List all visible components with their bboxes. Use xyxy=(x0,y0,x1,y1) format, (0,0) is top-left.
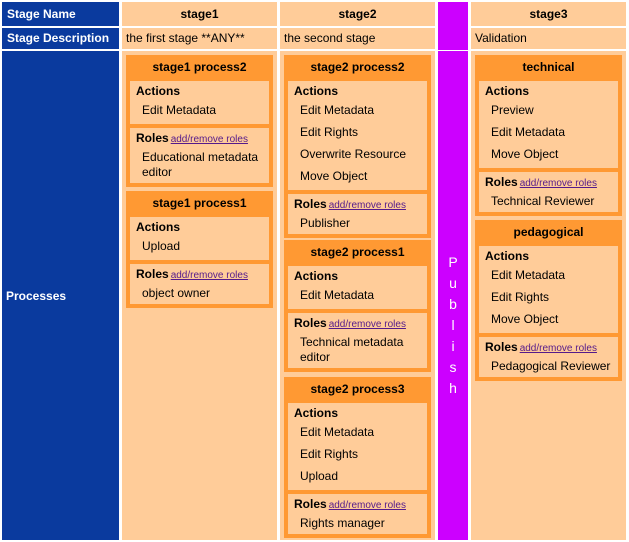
publish-letter: h xyxy=(449,380,457,396)
actions-box xyxy=(288,403,427,490)
publish-letter: b xyxy=(449,296,457,312)
actions-heading: Actions xyxy=(136,84,181,98)
stage3-name: stage3 xyxy=(471,2,626,26)
stage2-name: stage2 xyxy=(280,2,435,26)
action-item: Upload xyxy=(300,469,339,483)
process-title: stage2 process3 xyxy=(310,382,405,396)
actions-box xyxy=(479,81,618,168)
actions-heading: Actions xyxy=(485,249,530,263)
actions-box xyxy=(130,217,269,260)
roles-box xyxy=(479,337,618,377)
action-item: Edit Metadata xyxy=(491,268,566,282)
stage-name-label: Stage Name xyxy=(2,2,119,26)
process-title: technical xyxy=(522,60,575,74)
roles-heading xyxy=(294,197,424,213)
roles-heading-text: Roles xyxy=(136,267,169,281)
add-remove-roles-link[interactable]: add/remove roles xyxy=(328,200,406,211)
action-item: Edit Rights xyxy=(300,125,359,139)
action-item: Edit Metadata xyxy=(300,288,375,302)
actions-box xyxy=(288,81,427,190)
action-item: Edit Metadata xyxy=(300,103,375,117)
role-item: object owner xyxy=(142,286,211,300)
process-stage2-stage2-process3 xyxy=(284,377,431,538)
roles-heading xyxy=(485,175,615,191)
process-stage3-pedagogical xyxy=(475,220,622,381)
action-item: Edit Metadata xyxy=(142,103,217,117)
action-item: Overwrite Resource xyxy=(300,147,407,161)
publish-header-cell xyxy=(438,2,468,50)
stage-description-label: Stage Description xyxy=(2,28,119,49)
publish-letter: l xyxy=(451,317,455,333)
action-item: Move Object xyxy=(491,312,559,326)
action-item: Upload xyxy=(142,239,181,253)
actions-heading: Actions xyxy=(485,84,530,98)
role-item: Publisher xyxy=(300,216,351,230)
role-item: Educational metadata editor xyxy=(142,150,259,179)
add-remove-roles-link[interactable]: add/remove roles xyxy=(170,134,248,145)
action-item: Move Object xyxy=(300,169,368,183)
process-title: stage1 process2 xyxy=(152,60,247,74)
roles-box xyxy=(130,128,269,183)
actions-heading: Actions xyxy=(294,406,339,420)
process-stage2-stage2-process2 xyxy=(284,55,431,238)
actions-heading: Actions xyxy=(136,220,181,234)
roles-box xyxy=(288,494,427,534)
stage1-description: the first stage **ANY** xyxy=(122,28,277,49)
roles-box xyxy=(130,264,269,304)
actions-heading: Actions xyxy=(294,269,339,283)
publish-letter: u xyxy=(449,275,457,291)
process-stage1-stage1-process1 xyxy=(126,191,273,308)
process-stage2-stage2-process1 xyxy=(284,240,431,372)
actions-box xyxy=(479,246,618,333)
stage1-name: stage1 xyxy=(122,2,277,26)
process-stage1-stage1-process2 xyxy=(126,55,273,187)
roles-heading-text: Roles xyxy=(136,131,169,145)
role-item: Rights manager xyxy=(300,516,385,530)
roles-heading-text: Roles xyxy=(294,497,327,511)
action-item: Edit Metadata xyxy=(491,125,566,139)
action-item: Preview xyxy=(491,103,534,117)
process-title: stage2 process2 xyxy=(310,60,405,74)
roles-heading xyxy=(136,267,266,283)
roles-heading xyxy=(294,497,424,513)
roles-heading-text: Roles xyxy=(485,175,518,189)
process-title: pedagogical xyxy=(513,225,584,239)
stage2-description: the second stage xyxy=(280,28,435,49)
roles-heading xyxy=(485,340,615,356)
process-title: stage1 process1 xyxy=(152,196,247,210)
roles-heading-text: Roles xyxy=(294,197,327,211)
roles-heading xyxy=(294,316,424,332)
action-item: Edit Metadata xyxy=(300,425,375,439)
publish-label xyxy=(448,252,457,399)
roles-box xyxy=(288,194,427,234)
action-item: Move Object xyxy=(491,147,559,161)
role-item: Pedagogical Reviewer xyxy=(491,359,611,373)
stage3-description: Validation xyxy=(471,28,626,49)
processes-label xyxy=(2,51,119,540)
roles-heading-text: Roles xyxy=(485,340,518,354)
process-stage3-technical xyxy=(475,55,622,216)
actions-box xyxy=(288,266,427,309)
process-title: stage2 process1 xyxy=(310,245,405,259)
action-item: Edit Rights xyxy=(300,447,359,461)
publish-letter: P xyxy=(448,254,458,270)
add-remove-roles-link[interactable]: add/remove roles xyxy=(519,178,597,189)
actions-heading: Actions xyxy=(294,84,339,98)
publish-column xyxy=(438,51,468,540)
role-item: Technical metadata editor xyxy=(300,335,404,364)
add-remove-roles-link[interactable]: add/remove roles xyxy=(519,343,597,354)
actions-box xyxy=(130,81,269,124)
publish-letter: s xyxy=(449,359,457,375)
publish-letter: i xyxy=(451,338,455,354)
add-remove-roles-link[interactable]: add/remove roles xyxy=(170,270,248,281)
add-remove-roles-link[interactable]: add/remove roles xyxy=(328,500,406,511)
add-remove-roles-link[interactable]: add/remove roles xyxy=(328,319,406,330)
roles-box xyxy=(479,172,618,212)
role-item: Technical Reviewer xyxy=(491,194,595,208)
action-item: Edit Rights xyxy=(491,290,550,304)
processes-label-text: Processes xyxy=(6,288,67,303)
roles-heading xyxy=(136,131,266,147)
roles-heading-text: Roles xyxy=(294,316,327,330)
roles-box xyxy=(288,313,427,368)
